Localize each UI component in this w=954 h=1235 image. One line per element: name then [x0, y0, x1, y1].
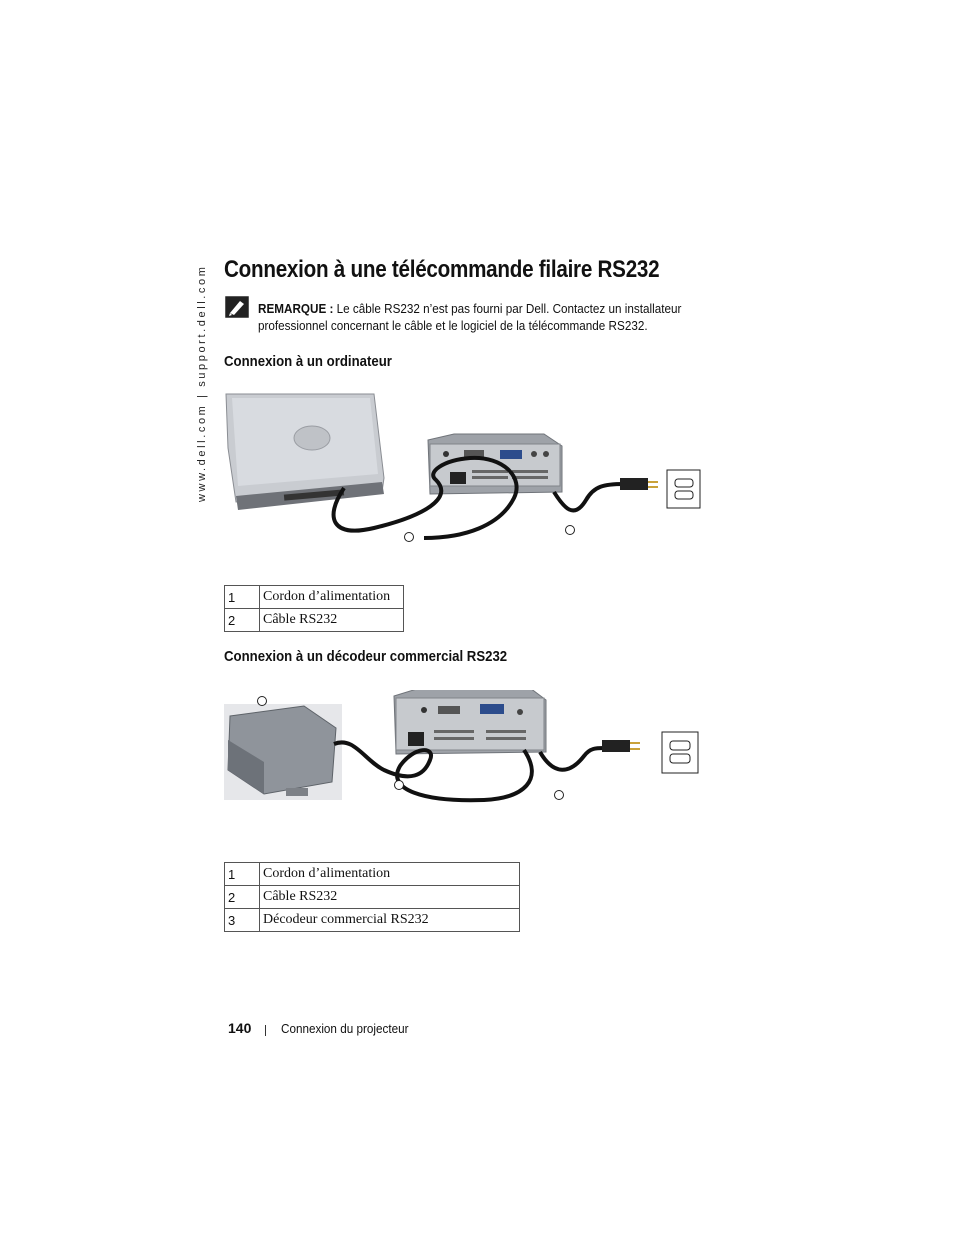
- legend-label: Décodeur commercial RS232: [260, 909, 520, 932]
- wall-outlet-image: [662, 732, 698, 773]
- legend-table-computer: [224, 585, 404, 632]
- callout-marker: [258, 697, 267, 706]
- legend-label: Cordon d’alimentation: [260, 586, 404, 609]
- legend-number: 2: [225, 886, 260, 909]
- note: [258, 300, 744, 334]
- decoder-connection-illustration: [224, 690, 704, 810]
- legend-label: Câble RS232: [260, 609, 404, 632]
- table-row: [225, 586, 404, 609]
- legend-label: Cordon d’alimentation: [260, 863, 520, 886]
- table-row: [225, 863, 520, 886]
- sidebar-url: www.dell.com | support.dell.com: [196, 264, 208, 502]
- footer-chapter: Connexion du projecteur: [281, 1021, 409, 1036]
- computer-connection-illustration: [224, 388, 704, 548]
- projector-image: [394, 690, 546, 754]
- legend-label: Câble RS232: [260, 886, 520, 909]
- table-row: [225, 886, 520, 909]
- plug-image: [602, 740, 630, 752]
- callout-marker: [566, 526, 575, 535]
- section-heading-decoder: Connexion à un décodeur commercial RS232: [224, 648, 508, 665]
- decoder-box-image: [224, 704, 342, 800]
- plug-image: [620, 478, 648, 490]
- legend-table-decoder: [224, 862, 520, 932]
- note-text: Le câble RS232 n’est pas fourni par Dell. Contactez un installateur professionnel concernant le câble et le logiciel de la télécommande RS232.: [258, 301, 682, 333]
- legend-number: 2: [225, 609, 260, 632]
- legend-number: 3: [225, 909, 260, 932]
- page-number: 140: [228, 1020, 252, 1036]
- callout-marker: [555, 791, 564, 800]
- page-title: Connexion à une télécommande filaire RS232: [224, 256, 660, 283]
- legend-number: 1: [225, 586, 260, 609]
- note-label: REMARQUE :: [258, 301, 334, 316]
- table-row: [225, 909, 520, 932]
- callout-marker: [395, 781, 404, 790]
- laptop-image: [226, 394, 384, 510]
- legend-number: 1: [225, 863, 260, 886]
- table-row: [225, 609, 404, 632]
- callout-marker: [405, 533, 414, 542]
- wall-outlet-image: [667, 470, 700, 508]
- note-pencil-icon: [225, 296, 249, 318]
- section-heading-computer: Connexion à un ordinateur: [224, 353, 392, 370]
- footer-divider: [265, 1025, 266, 1036]
